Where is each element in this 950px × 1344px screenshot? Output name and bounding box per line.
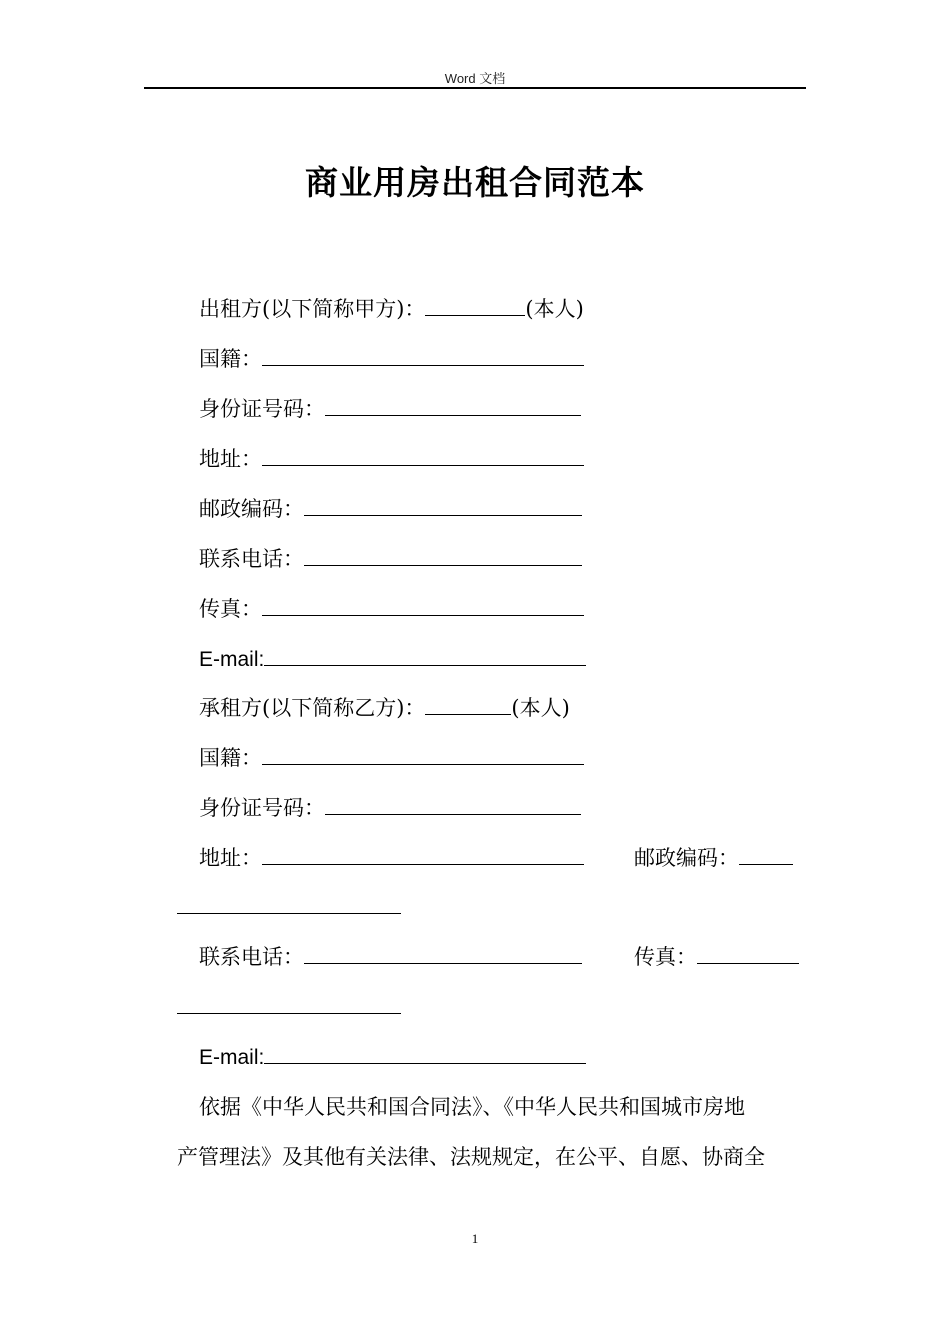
- lessee-suffix: (本人): [511, 696, 570, 720]
- lessee-postal-blank[interactable]: [739, 844, 793, 865]
- lessee-phone-blank[interactable]: [304, 943, 582, 964]
- lessee-id-line: [199, 794, 581, 822]
- lessor-email-blank[interactable]: [264, 645, 586, 666]
- header-rule: [144, 87, 806, 89]
- lessor-email-line: [199, 645, 586, 673]
- lessee-postal-label: 邮政编码：: [634, 846, 739, 870]
- lessor-postal-blank[interactable]: [304, 495, 582, 516]
- lessor-address-blank[interactable]: [262, 445, 584, 466]
- lessor-label: 出租方(以下简称甲方)：: [199, 297, 426, 321]
- document-title: 商业用房出租合同范本: [305, 163, 645, 202]
- lessor-id-label: 身份证号码：: [199, 397, 325, 421]
- lessee-fax-line: [634, 943, 799, 971]
- lessee-label: 承租方(以下简称乙方)：: [199, 696, 426, 720]
- lessor-nationality-label: 国籍：: [199, 347, 262, 371]
- lessor-postal-line: [199, 495, 582, 523]
- lessor-phone-blank[interactable]: [304, 545, 582, 566]
- lessor-id-line: [199, 395, 581, 423]
- lessor-line: [199, 295, 584, 323]
- lessor-name-blank[interactable]: [425, 295, 525, 316]
- lessee-postal-line: [634, 844, 793, 872]
- lessee-postal-blank-continued[interactable]: [177, 913, 401, 914]
- lessee-email-label: E-mail:: [199, 1046, 265, 1069]
- lessor-postal-label: 邮政编码：: [199, 497, 304, 521]
- lessee-nationality-line: [199, 744, 584, 772]
- lessee-fax-label: 传真：: [634, 945, 697, 969]
- lessee-address-blank[interactable]: [262, 844, 584, 865]
- lessee-email-line: [199, 1043, 586, 1071]
- lessee-id-blank[interactable]: [325, 794, 581, 815]
- body-paragraph-line-1: 依据《中华人民共和国合同法》、《中华人民共和国城市房地: [199, 1095, 745, 1119]
- lessor-fax-line: [199, 595, 584, 623]
- lessor-suffix: (本人): [525, 297, 584, 321]
- lessee-nationality-blank[interactable]: [262, 744, 584, 765]
- lessor-email-label: E-mail:: [199, 648, 265, 671]
- lessee-name-blank[interactable]: [425, 694, 511, 715]
- lessee-phone-line: [199, 943, 582, 971]
- lessor-address-line: [199, 445, 584, 473]
- lessor-fax-label: 传真：: [199, 597, 262, 621]
- page-number: 1: [471, 1231, 479, 1246]
- lessor-id-blank[interactable]: [325, 395, 581, 416]
- lessee-id-label: 身份证号码：: [199, 796, 325, 820]
- lessor-fax-blank[interactable]: [262, 595, 584, 616]
- lessee-email-blank[interactable]: [264, 1043, 586, 1064]
- lessee-address-label: 地址：: [199, 846, 262, 870]
- lessor-phone-line: [199, 545, 582, 573]
- lessee-nationality-label: 国籍：: [199, 746, 262, 770]
- page-header: Word 文档: [444, 71, 506, 86]
- lessee-fax-blank[interactable]: [697, 943, 799, 964]
- body-paragraph-line-2: 产管理法》及其他有关法律、法规规定，在公平、自愿、协商全: [177, 1145, 765, 1169]
- lessee-fax-blank-continued[interactable]: [177, 1013, 401, 1014]
- lessee-phone-label: 联系电话：: [199, 945, 304, 969]
- lessee-address-line: [199, 844, 584, 872]
- lessor-phone-label: 联系电话：: [199, 547, 304, 571]
- lessor-nationality-line: [199, 345, 584, 373]
- lessor-nationality-blank[interactable]: [262, 345, 584, 366]
- lessee-line: [199, 694, 570, 722]
- lessor-address-label: 地址：: [199, 447, 262, 471]
